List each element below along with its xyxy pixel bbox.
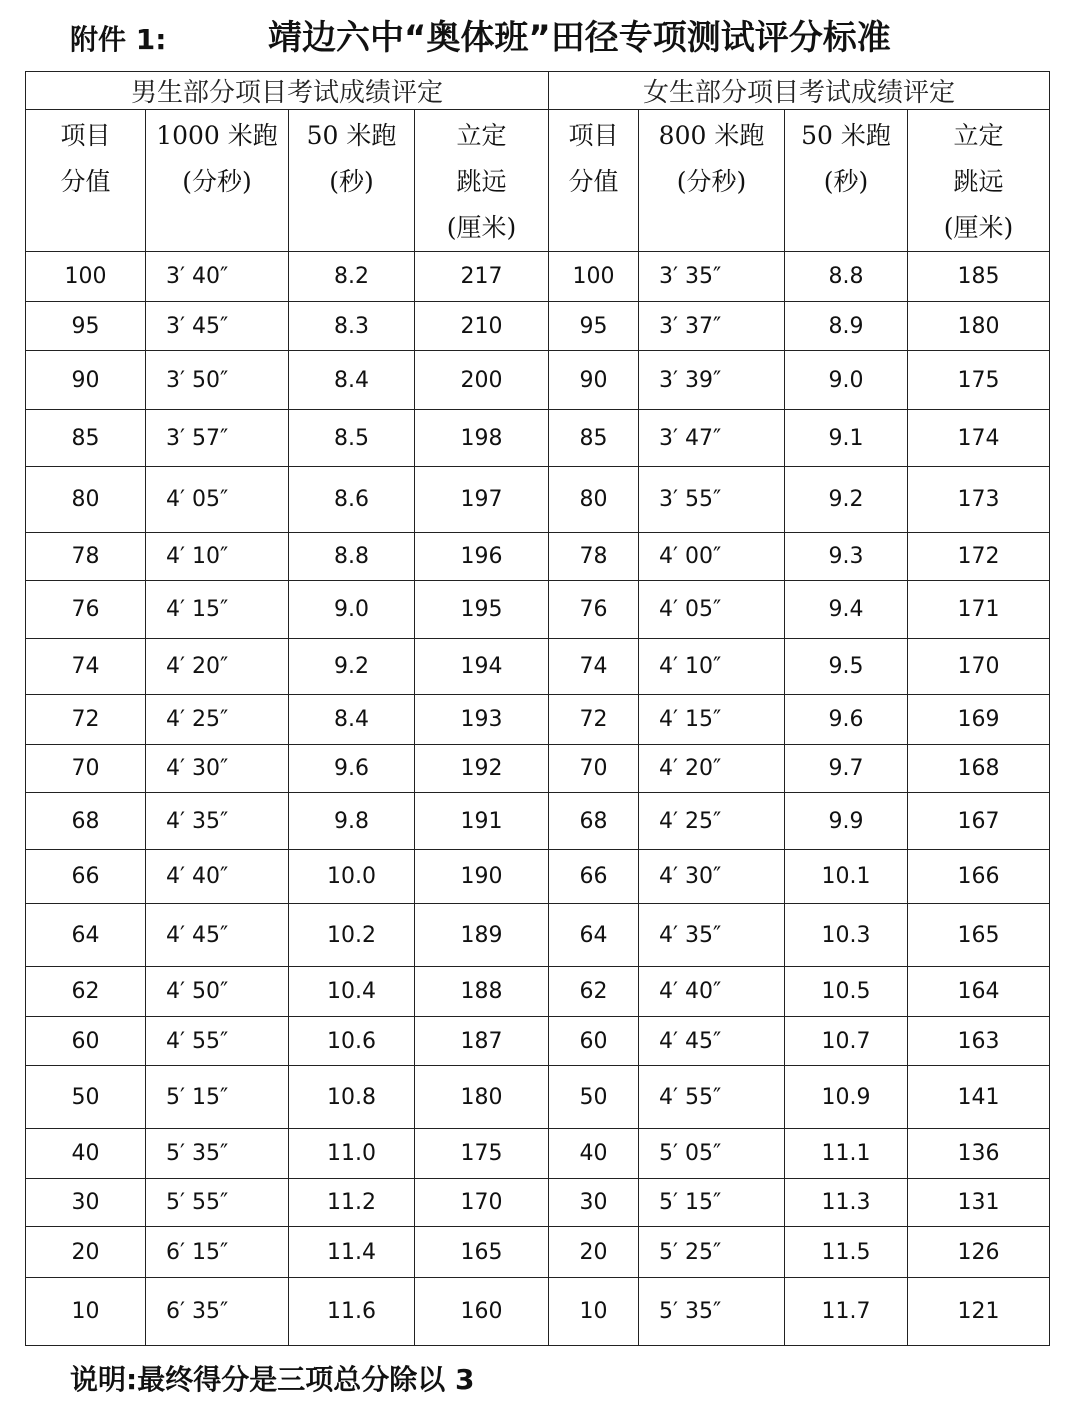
male-50m-cell: 11.4 bbox=[289, 1227, 415, 1278]
male-50m-cell: 8.3 bbox=[289, 302, 415, 351]
male-50m-cell: 10.4 bbox=[289, 967, 415, 1017]
column-header-line: 50 米跑 bbox=[801, 121, 891, 150]
male-50m-cell: 10.0 bbox=[289, 850, 415, 904]
female-800m-cell: 4′ 40″ bbox=[639, 967, 785, 1017]
female-jump-cell: 167 bbox=[908, 793, 1050, 850]
male-jump-cell: 189 bbox=[415, 904, 549, 967]
male-score-cell: 95 bbox=[26, 302, 146, 351]
female-jump-cell: 175 bbox=[908, 351, 1050, 410]
female-50m-cell: 9.2 bbox=[785, 467, 908, 533]
female-jump-cell: 173 bbox=[908, 467, 1050, 533]
female-50m-cell: 9.5 bbox=[785, 639, 908, 695]
document-title: 靖边六中“奥体班”田径专项测试评分标准 bbox=[268, 18, 891, 58]
male-1000m-cell: 4′ 20″ bbox=[146, 639, 289, 695]
female-800m-cell: 4′ 05″ bbox=[639, 581, 785, 639]
male-jump-cell: 170 bbox=[415, 1179, 549, 1227]
female-score-cell: 72 bbox=[549, 695, 639, 745]
female-group-header: 女生部分项目考试成绩评定 bbox=[549, 72, 1050, 110]
male-50m-cell: 8.8 bbox=[289, 533, 415, 581]
column-header-line: (厘米) bbox=[446, 213, 517, 242]
female-800m-cell: 3′ 35″ bbox=[639, 252, 785, 302]
female-score-cell: 76 bbox=[549, 581, 639, 639]
female-jump-cell: 163 bbox=[908, 1017, 1050, 1066]
male-score-cell: 62 bbox=[26, 967, 146, 1017]
male-50m-cell: 8.4 bbox=[289, 695, 415, 745]
female-jump-cell: 169 bbox=[908, 695, 1050, 745]
female-jump-cell: 131 bbox=[908, 1179, 1050, 1227]
table-row bbox=[26, 967, 1050, 1017]
male-jump-cell: 197 bbox=[415, 467, 549, 533]
male-score-cell: 78 bbox=[26, 533, 146, 581]
table-row bbox=[26, 252, 1050, 302]
male-50m-cell: 8.2 bbox=[289, 252, 415, 302]
female-800m-cell: 3′ 39″ bbox=[639, 351, 785, 410]
table-row bbox=[26, 850, 1050, 904]
female-50m-cell: 11.5 bbox=[785, 1227, 908, 1278]
male-1000m-cell: 5′ 15″ bbox=[146, 1066, 289, 1129]
male-1000m-cell: 6′ 35″ bbox=[146, 1278, 289, 1346]
female-800m-cell: 3′ 47″ bbox=[639, 410, 785, 467]
male-50m-cell: 8.5 bbox=[289, 410, 415, 467]
male-50m-cell: 9.8 bbox=[289, 793, 415, 850]
male-jump-cell: 180 bbox=[415, 1066, 549, 1129]
column-header-line: 800 米跑 bbox=[658, 121, 765, 150]
male-jump-cell: 190 bbox=[415, 850, 549, 904]
group-header-row bbox=[26, 72, 1050, 110]
female-score-cell: 74 bbox=[549, 639, 639, 695]
table-row bbox=[26, 904, 1050, 967]
female-50m-cell: 9.6 bbox=[785, 695, 908, 745]
male-50m-cell: 10.2 bbox=[289, 904, 415, 967]
male-score-cell: 100 bbox=[26, 252, 146, 302]
male-score-cell: 68 bbox=[26, 793, 146, 850]
column-header-line: 项目 bbox=[568, 121, 619, 150]
female-800m-cell: 4′ 35″ bbox=[639, 904, 785, 967]
male-score-cell: 70 bbox=[26, 745, 146, 793]
male-score-cell: 76 bbox=[26, 581, 146, 639]
female-50m-cell: 10.3 bbox=[785, 904, 908, 967]
female-jump-cell: 164 bbox=[908, 967, 1050, 1017]
female-50m-cell: 11.7 bbox=[785, 1278, 908, 1346]
male-50m-header bbox=[289, 110, 415, 252]
female-jump-cell: 168 bbox=[908, 745, 1050, 793]
male-50m-cell: 10.6 bbox=[289, 1017, 415, 1066]
female-800m-cell: 4′ 15″ bbox=[639, 695, 785, 745]
male-score-cell: 40 bbox=[26, 1129, 146, 1179]
male-1000m-cell: 4′ 10″ bbox=[146, 533, 289, 581]
table-row bbox=[26, 581, 1050, 639]
male-jump-cell: 175 bbox=[415, 1129, 549, 1179]
female-50m-cell: 10.9 bbox=[785, 1066, 908, 1129]
column-header-line: 跳远 bbox=[456, 167, 507, 196]
male-50m-cell: 8.4 bbox=[289, 351, 415, 410]
male-score-cell: 72 bbox=[26, 695, 146, 745]
column-header-line: 项目 bbox=[60, 121, 111, 150]
male-1000m-cell: 4′ 30″ bbox=[146, 745, 289, 793]
female-jump-cell: 172 bbox=[908, 533, 1050, 581]
male-50m-cell: 10.8 bbox=[289, 1066, 415, 1129]
male-50m-cell: 9.6 bbox=[289, 745, 415, 793]
female-jump-cell: 136 bbox=[908, 1129, 1050, 1179]
female-50m-cell: 9.9 bbox=[785, 793, 908, 850]
male-score-cell: 20 bbox=[26, 1227, 146, 1278]
table-row bbox=[26, 302, 1050, 351]
female-score-cell: 68 bbox=[549, 793, 639, 850]
male-score-cell: 85 bbox=[26, 410, 146, 467]
table-row bbox=[26, 533, 1050, 581]
male-score-cell: 30 bbox=[26, 1179, 146, 1227]
column-header-row bbox=[26, 110, 1050, 252]
male-1000m-cell: 4′ 50″ bbox=[146, 967, 289, 1017]
male-1000m-cell: 3′ 50″ bbox=[146, 351, 289, 410]
column-header-line: (秒) bbox=[329, 167, 374, 196]
footnote: 说明:最终得分是三项总分除以 3 bbox=[70, 1363, 475, 1396]
table-row bbox=[26, 1227, 1050, 1278]
male-1000m-cell: 4′ 55″ bbox=[146, 1017, 289, 1066]
male-50m-cell: 9.2 bbox=[289, 639, 415, 695]
female-score-cell: 20 bbox=[549, 1227, 639, 1278]
male-jump-cell: 195 bbox=[415, 581, 549, 639]
male-50m-cell: 11.2 bbox=[289, 1179, 415, 1227]
column-header-line: (厘米) bbox=[943, 213, 1014, 242]
male-1000m-cell: 4′ 25″ bbox=[146, 695, 289, 745]
male-1000m-cell: 3′ 40″ bbox=[146, 252, 289, 302]
female-jump-cell: 174 bbox=[908, 410, 1050, 467]
table-row bbox=[26, 410, 1050, 467]
attachment-label: 附件 1: bbox=[70, 23, 167, 56]
table-row bbox=[26, 351, 1050, 410]
male-score-cell: 90 bbox=[26, 351, 146, 410]
female-jump-cell: 180 bbox=[908, 302, 1050, 351]
female-jump-cell: 185 bbox=[908, 252, 1050, 302]
female-score-cell: 62 bbox=[549, 967, 639, 1017]
male-1000m-cell: 4′ 15″ bbox=[146, 581, 289, 639]
table-row bbox=[26, 793, 1050, 850]
table-row bbox=[26, 467, 1050, 533]
male-1000m-cell: 3′ 57″ bbox=[146, 410, 289, 467]
female-jump-cell: 121 bbox=[908, 1278, 1050, 1346]
table-row bbox=[26, 695, 1050, 745]
female-score-cell: 50 bbox=[549, 1066, 639, 1129]
male-1000m-cell: 4′ 35″ bbox=[146, 793, 289, 850]
female-800m-cell: 5′ 05″ bbox=[639, 1129, 785, 1179]
male-jump-header bbox=[415, 110, 549, 252]
female-jump-cell: 171 bbox=[908, 581, 1050, 639]
scoring-table-body bbox=[26, 72, 1050, 1346]
female-score-cell: 30 bbox=[549, 1179, 639, 1227]
female-800m-header bbox=[639, 110, 785, 252]
table-row bbox=[26, 639, 1050, 695]
female-50m-cell: 10.7 bbox=[785, 1017, 908, 1066]
male-score-cell: 66 bbox=[26, 850, 146, 904]
female-50m-cell: 8.8 bbox=[785, 252, 908, 302]
female-50m-cell: 11.1 bbox=[785, 1129, 908, 1179]
female-score-cell: 80 bbox=[549, 467, 639, 533]
male-jump-cell: 200 bbox=[415, 351, 549, 410]
female-score-cell: 60 bbox=[549, 1017, 639, 1066]
table-row bbox=[26, 1066, 1050, 1129]
female-jump-cell: 141 bbox=[908, 1066, 1050, 1129]
column-header-line: 分值 bbox=[568, 167, 619, 196]
female-50m-cell: 8.9 bbox=[785, 302, 908, 351]
male-jump-cell: 196 bbox=[415, 533, 549, 581]
female-score-cell: 90 bbox=[549, 351, 639, 410]
male-score-cell: 60 bbox=[26, 1017, 146, 1066]
female-50m-cell: 9.1 bbox=[785, 410, 908, 467]
female-50m-cell: 11.3 bbox=[785, 1179, 908, 1227]
female-jump-cell: 165 bbox=[908, 904, 1050, 967]
female-score-cell: 100 bbox=[549, 252, 639, 302]
column-header-line: 1000 米跑 bbox=[156, 121, 278, 150]
female-800m-cell: 5′ 25″ bbox=[639, 1227, 785, 1278]
male-jump-cell: 187 bbox=[415, 1017, 549, 1066]
column-header-line: 50 米跑 bbox=[306, 121, 397, 150]
table-row bbox=[26, 1179, 1050, 1227]
female-50m-cell: 9.4 bbox=[785, 581, 908, 639]
male-jump-cell: 188 bbox=[415, 967, 549, 1017]
male-50m-cell: 8.6 bbox=[289, 467, 415, 533]
female-800m-cell: 4′ 00″ bbox=[639, 533, 785, 581]
male-1000m-cell: 4′ 05″ bbox=[146, 467, 289, 533]
female-800m-cell: 4′ 20″ bbox=[639, 745, 785, 793]
column-header-line: (分秒) bbox=[182, 167, 252, 196]
male-score-header bbox=[26, 110, 146, 252]
column-header-line: (分秒) bbox=[676, 167, 747, 196]
female-50m-cell: 9.7 bbox=[785, 745, 908, 793]
female-score-cell: 40 bbox=[549, 1129, 639, 1179]
female-score-cell: 70 bbox=[549, 745, 639, 793]
male-jump-cell: 165 bbox=[415, 1227, 549, 1278]
table-row bbox=[26, 1278, 1050, 1346]
table-row bbox=[26, 1017, 1050, 1066]
female-800m-cell: 4′ 30″ bbox=[639, 850, 785, 904]
male-jump-cell: 217 bbox=[415, 252, 549, 302]
male-score-cell: 74 bbox=[26, 639, 146, 695]
table-row bbox=[26, 1129, 1050, 1179]
female-800m-cell: 4′ 45″ bbox=[639, 1017, 785, 1066]
male-jump-cell: 191 bbox=[415, 793, 549, 850]
document-header bbox=[0, 0, 1080, 70]
male-jump-cell: 192 bbox=[415, 745, 549, 793]
male-50m-cell: 11.0 bbox=[289, 1129, 415, 1179]
column-header-line: 立定 bbox=[456, 121, 507, 150]
male-jump-cell: 160 bbox=[415, 1278, 549, 1346]
male-1000m-cell: 5′ 55″ bbox=[146, 1179, 289, 1227]
female-score-cell: 85 bbox=[549, 410, 639, 467]
male-score-cell: 10 bbox=[26, 1278, 146, 1346]
column-header-line: 分值 bbox=[60, 167, 111, 196]
male-50m-cell: 9.0 bbox=[289, 581, 415, 639]
male-score-cell: 50 bbox=[26, 1066, 146, 1129]
female-800m-cell: 4′ 10″ bbox=[639, 639, 785, 695]
male-1000m-cell: 5′ 35″ bbox=[146, 1129, 289, 1179]
female-800m-cell: 5′ 15″ bbox=[639, 1179, 785, 1227]
male-1000m-cell: 6′ 15″ bbox=[146, 1227, 289, 1278]
female-score-cell: 10 bbox=[549, 1278, 639, 1346]
column-header-line: 立定 bbox=[953, 121, 1004, 150]
male-1000m-cell: 3′ 45″ bbox=[146, 302, 289, 351]
male-jump-cell: 198 bbox=[415, 410, 549, 467]
male-score-cell: 80 bbox=[26, 467, 146, 533]
male-group-header: 男生部分项目考试成绩评定 bbox=[26, 72, 549, 110]
female-800m-cell: 5′ 35″ bbox=[639, 1278, 785, 1346]
female-score-header bbox=[549, 110, 639, 252]
female-800m-cell: 3′ 55″ bbox=[639, 467, 785, 533]
female-score-cell: 66 bbox=[549, 850, 639, 904]
column-header-line: 跳远 bbox=[953, 167, 1004, 196]
table-row bbox=[26, 745, 1050, 793]
female-jump-cell: 126 bbox=[908, 1227, 1050, 1278]
male-jump-cell: 210 bbox=[415, 302, 549, 351]
female-50m-cell: 9.0 bbox=[785, 351, 908, 410]
scoring-table bbox=[25, 71, 1050, 1346]
male-jump-cell: 193 bbox=[415, 695, 549, 745]
male-1000m-cell: 4′ 40″ bbox=[146, 850, 289, 904]
male-score-cell: 64 bbox=[26, 904, 146, 967]
female-jump-header bbox=[908, 110, 1050, 252]
male-50m-cell: 11.6 bbox=[289, 1278, 415, 1346]
female-50m-cell: 10.5 bbox=[785, 967, 908, 1017]
female-50m-header bbox=[785, 110, 908, 252]
female-score-cell: 95 bbox=[549, 302, 639, 351]
column-header-line: (秒) bbox=[823, 167, 869, 196]
female-jump-cell: 170 bbox=[908, 639, 1050, 695]
male-1000m-cell: 4′ 45″ bbox=[146, 904, 289, 967]
female-800m-cell: 3′ 37″ bbox=[639, 302, 785, 351]
female-score-cell: 78 bbox=[549, 533, 639, 581]
female-800m-cell: 4′ 25″ bbox=[639, 793, 785, 850]
female-50m-cell: 9.3 bbox=[785, 533, 908, 581]
female-50m-cell: 10.1 bbox=[785, 850, 908, 904]
female-score-cell: 64 bbox=[549, 904, 639, 967]
male-1000m-header bbox=[146, 110, 289, 252]
male-jump-cell: 194 bbox=[415, 639, 549, 695]
female-jump-cell: 166 bbox=[908, 850, 1050, 904]
female-800m-cell: 4′ 55″ bbox=[639, 1066, 785, 1129]
